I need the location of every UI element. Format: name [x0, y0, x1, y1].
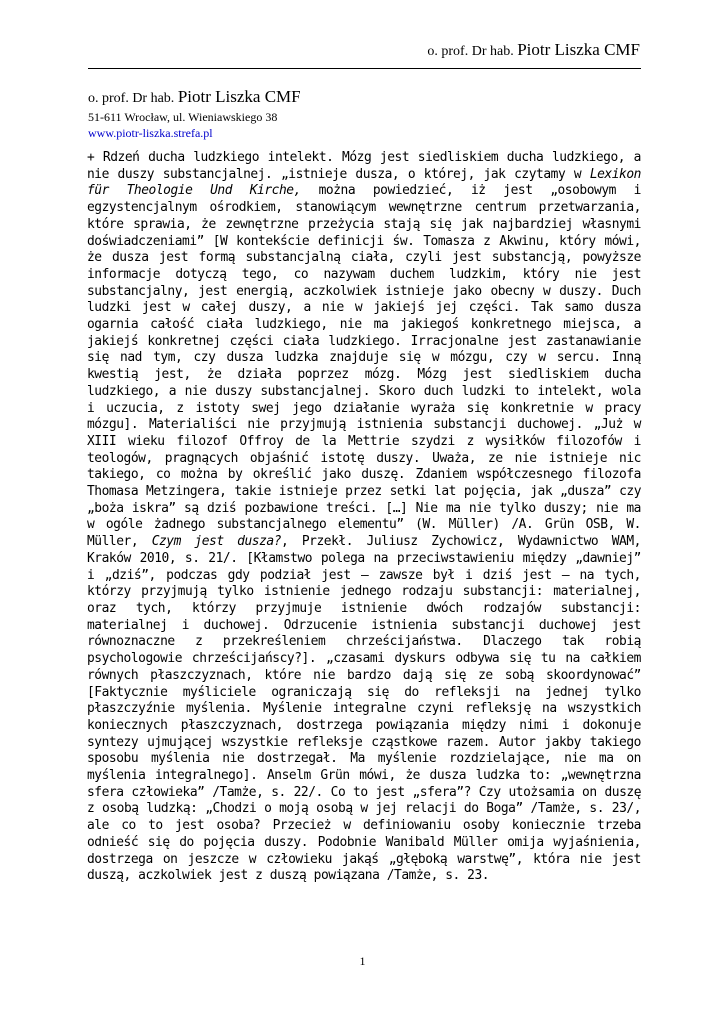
running-header: [90, 40, 640, 61]
lexicon-title: Lexikon für Theologie Und Kirche,: [87, 166, 641, 199]
body-text: [87, 150, 641, 885]
author-prefix: o. prof. Dr hab.: [88, 91, 175, 106]
book-title: Czym jest dusza?: [151, 534, 282, 550]
author-website-link[interactable]: www.piotr-liszka.strefa.pl: [88, 126, 213, 141]
body-paragraph: [87, 150, 641, 885]
body-segment-3: , Przekł. Juliusz Zychowicz, Wydawnictwo WAM, Kraków 2010, s. 21/. [Kłamstwo polega na przeciwstawieniu między „dawniej” i „dziś”, podczas gdy podział jest – zawsze był i dziś jest – na tych, którzy przyjmują tylko istnienie jednego rodzaju substancji: materialnej, oraz tych, którzy przyjmuje istnienie dwóch rodzajów substancji: materialnej i duchowej. Odrzucenie istnienia substancji duchowej jest równoznaczne z przekreśleniem chrześcijaństwa. Dlaczego tak robią psychologowie chrześcijańscy?]. „czasami dyskurs odbywa się tu na całkiem równych płaszczyznach, które nie bardzo dają się ze sobą skoordynować” [Faktycznie myśliciele ograniczają się do refleksji na jednej tylko płaszczyźnie myślenia. Myślenie integralne czyni refleksję na wszystkich koniecznych płaszczyznach, dostrzega powiązania między nimi i dokonuje syntezy ujmującej wszystkie refleksje cząstkowe razem. Autor jakby takiego sposobu myślenia nie dostrzegał. Ma myślenie rozdzielające, nie ma on myślenia integralnego]. Anselm Grün mówi, że dusza ludzka to: „wewnętrzna sfera człowieka” /Tamże, s. 22/. Co to jest „sfera”? Czy utożsamia on duszę z osobą ludzką: „Chodzi o moją osobą w jej relacji do Boga” /Tamże, s. 23/, ale co to jest osoba? Przecież w definiowaniu osoby koniecznie trzeba odnieść się do pojęcia duszy. Podobnie Wanibald Müller omija wyjaśnienia, dostrzega on jeszcze w człowieku jakąś „głęboką warstwę”, która nie jest duszą, aczkolwiek jest z duszą powiązana /Tamże, s. 23.: [87, 534, 641, 884]
body-segment-2: można powiedzieć, iż jest „osobowym i egzystencjalnym ośrodkiem, stanowiącym wewnętrzne centrum przetwarzania, które sprawia, że zewnętrzne przeżycia stają się jak najbardziej własnymi doświadczeniami” [W kontekście definicji św. Tomasza z Akwinu, który mówi, że dusza jest formą substancjalną ciała, czyli jest substancją, powyższe informacje dotyczą tego, co nazywam duchem ludzkim, który nie jest substancjalny, jest energią, aczkolwiek istnieje jako obecny w duszy. Duch ludzki jest w całej duszy, a nie w jakiejś jej części. Tak samo dusza ogarnia całość ciała ludzkiego, nie ma jakiegoś konkretnego miejsca, a jakiejś konkretnej części ciała ludzkiego. Irracjonalne jest zastanawianie się nad tym, czy dusza ludzka znajduje się w mózgu, czy w sercu. Inną kwestią jest, że działa poprzez mózg. Mózg jest siedliskiem ducha ludzkiego, a nie duszy substancjalnej. Skoro duch ludzki to intelekt, wola i uczucia, z istoty swej jego działanie wyraża się konkretnie w pracy mózgu]. Materialiści nie przyjmują istnienia substancji duchowej. „Już w XIII wieku filozof Offroy de la Mettrie szydzi z wysiłków filozofów i teologów, pragnących objaśnić istotę duszy. Uważa, ze nie istnieje nic takiego, co można by określić jako duszę. Zdaniem współczesnego filozofa Thomasa Metzingera, takie istnieje przez setki lat pojęcia, jak „dusza” czy „boża iskra” są dziś pozbawione treści. […] Nie ma nie tylko duszy; nie ma w ogóle żadnego substancjalnego elementu” (W. Müller) /A. Grün OSB, W. Müller,: [87, 183, 641, 550]
author-name-line: [88, 86, 301, 109]
author-address: 51-611 Wrocław, ul. Wieniawskiego 38: [88, 109, 278, 124]
body-segment-1: + Rdzeń ducha ludzkiego intelekt. Mózg jest siedliskiem ducha ludzkiego, a nie duszy substancjalnej. „istnieje dusza, o której, jak czytamy w: [87, 150, 641, 182]
author-name: Piotr Liszka CMF: [177, 87, 301, 106]
header-divider: [88, 68, 641, 69]
page-number: 1: [359, 954, 366, 968]
header-author-name: Piotr Liszka CMF: [517, 40, 640, 59]
header-prefix: o. prof. Dr hab.: [427, 44, 514, 59]
author-block: [88, 86, 301, 141]
